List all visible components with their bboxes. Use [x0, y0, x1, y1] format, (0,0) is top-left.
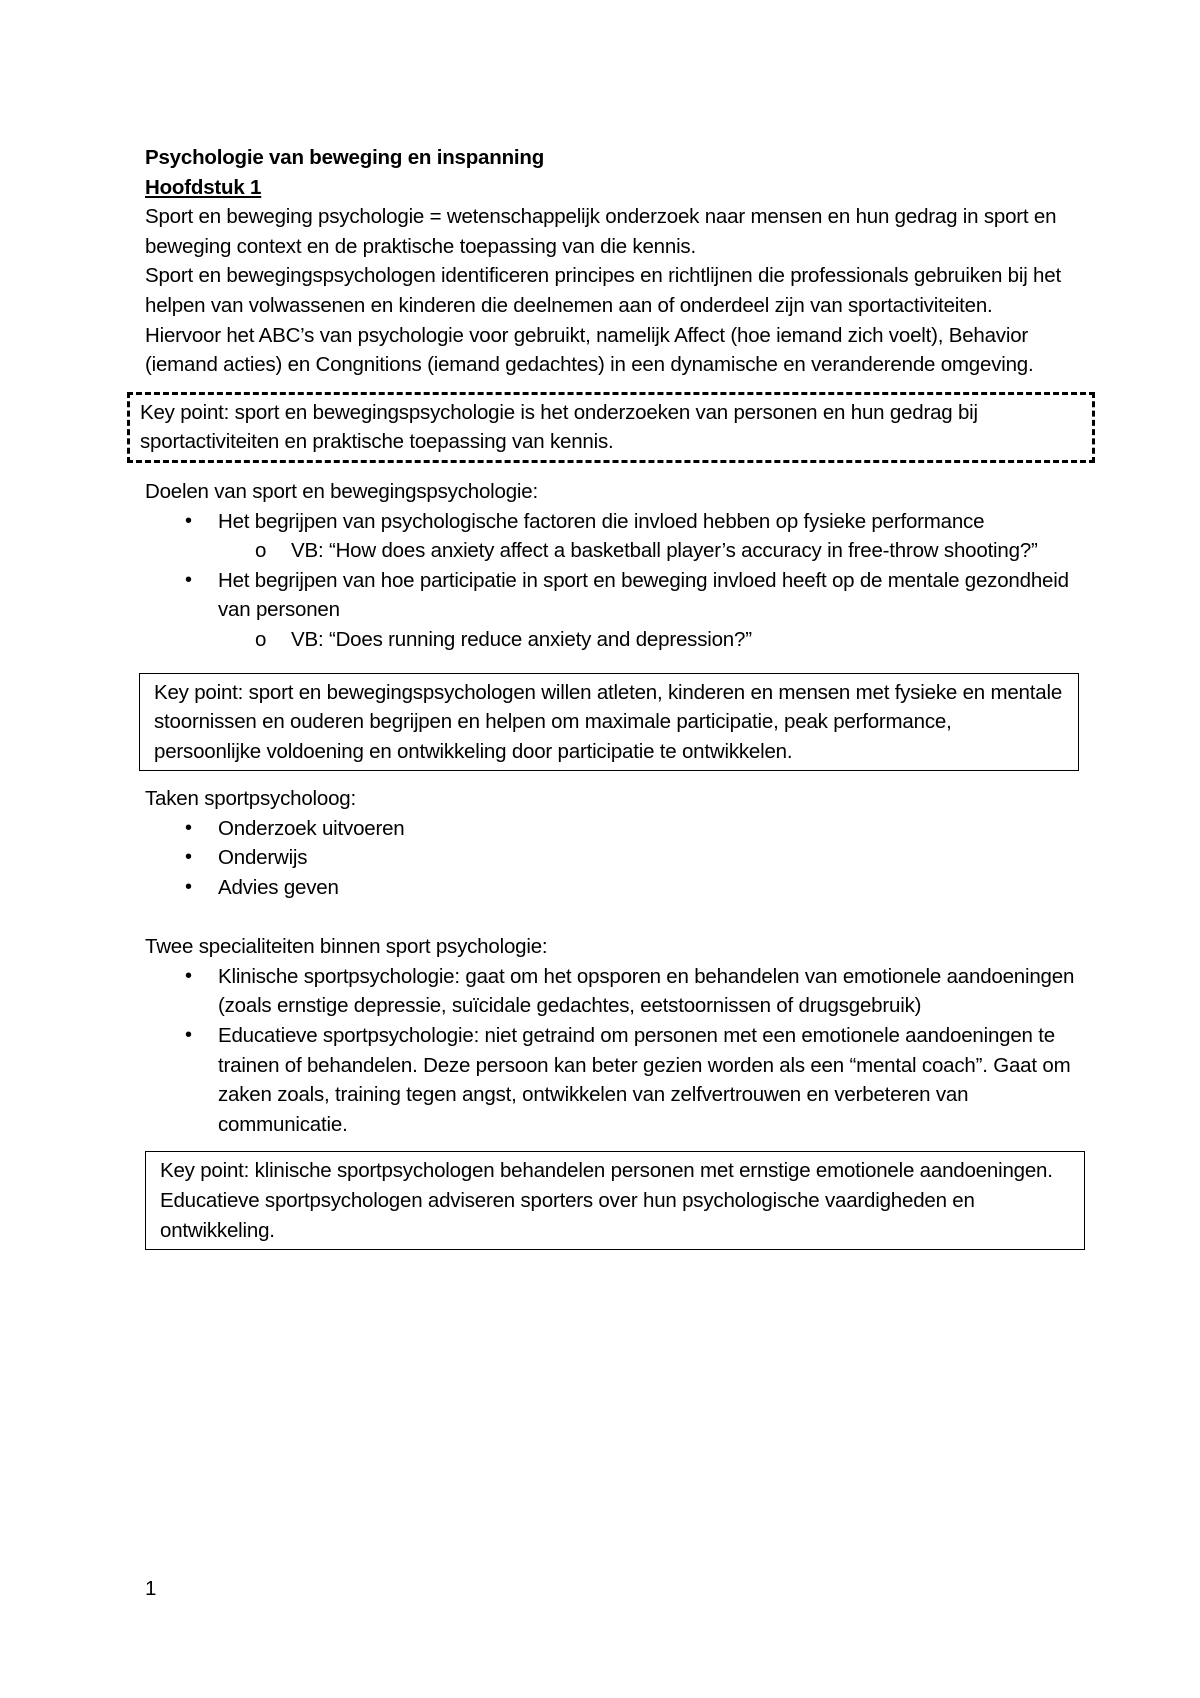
list-item	[255, 536, 1085, 566]
specialty-text-1: Klinische sportpsychologie: gaat om het opsporen en behandelen van emotionele aandoeningen (zoals ernstige depressie, suïcidale gedachtes, eetstoornissen of drugsgebruik)	[218, 964, 1075, 1018]
goal-text-1: Het begrijpen van psychologische factoren die invloed hebben op fysieke performance	[218, 509, 985, 533]
intro-paragraph-1: Sport en beweging psychologie = wetenschappelijk onderzoek naar mensen en hun gedrag in sport en beweging context en de praktische toepassing van die kennis.	[145, 205, 1057, 258]
bullet-icon: •	[185, 846, 192, 869]
bullet-icon: •	[185, 816, 192, 839]
document-page	[140, 143, 1085, 1250]
list-item	[185, 507, 1085, 566]
keypoint-text-2: Key point: sport en bewegingspsychologen willen atleten, kinderen en mensen met fysieke en mentale stoornissen en ouderen begrijpen en helpen om maximale participatie, peak performance, persoonlijke voldoening en ontwikkeling door participatie te ontwikkelen.	[154, 680, 1063, 763]
list-item	[185, 566, 1085, 655]
page-number: 1	[145, 1577, 157, 1600]
list-item	[255, 625, 1085, 655]
specialties-heading: Twee specialiteiten binnen sport psychologie:	[145, 935, 548, 959]
goal-sublist-1	[218, 536, 1085, 566]
specialties-list	[145, 962, 1085, 1140]
keypoint-box-3	[145, 1151, 1085, 1250]
intro-paragraph-3: Hiervoor het ABC’s van psychologie voor gebruikt, namelijk Affect (hoe iemand zich voelt), Behavior (iemand acties) en Congnitions (iemand gedachtes) in een dynamische en veranderende omgeving.	[145, 323, 1034, 377]
task-text-2: Onderwijs	[218, 846, 308, 870]
document-title: Psychologie van beweging en inspanning	[145, 146, 545, 169]
task-text-3: Advies geven	[218, 876, 339, 900]
bullet-icon: •	[185, 568, 192, 591]
list-item	[185, 843, 1085, 873]
task-text-1: Onderzoek uitvoeren	[218, 816, 405, 840]
goals-list	[145, 507, 1085, 655]
tasks-list	[145, 814, 1085, 903]
keypoint-box-2	[139, 673, 1079, 772]
keypoint-box-1	[127, 392, 1095, 463]
bullet-icon: •	[185, 1024, 192, 1047]
tasks-heading: Taken sportpsycholoog:	[145, 787, 356, 811]
goal-sublist-2	[218, 625, 1085, 655]
sub-bullet-icon: o	[255, 539, 267, 563]
bullet-icon: •	[185, 509, 192, 532]
list-item	[185, 962, 1085, 1021]
intro-paragraph-2: Sport en bewegingspsychologen identificeren principes en richtlijnen die professionals gebruiken bij het helpen van volwassenen en kinderen die deelnemen aan of onderdeel zijn van sportactiviteiten.	[145, 264, 1061, 317]
goal-example-2: VB: “Does running reduce anxiety and depression?”	[291, 627, 752, 651]
keypoint-text-3: Key point: klinische sportpsychologen behandelen personen met ernstige emotionele aandoeningen. Educatieve sportpsychologen adviseren sporters over hun psychologische vaardigheden en ontwikkeling.	[160, 1159, 1053, 1242]
bullet-icon: •	[185, 964, 192, 987]
goal-text-2: Het begrijpen van hoe participatie in sport en beweging invloed heeft op de mentale gezondheid van personen	[218, 568, 1069, 622]
sub-bullet-icon: o	[255, 627, 267, 651]
goal-example-1: VB: “How does anxiety affect a basketball player’s accuracy in free-throw shooting?”	[291, 539, 1038, 563]
bullet-icon: •	[185, 876, 192, 899]
specialty-text-2: Educatieve sportpsychologie: niet getraind om personen met een emotionele aandoeningen te trainen of behandelen. Deze persoon kan beter gezien worden als een “mental coach”. Gaat om zaken zoals, training tegen angst, ontwikkelen van zelfvertrouwen en verbeteren van communicatie.	[218, 1024, 1071, 1136]
keypoint-text-1: Key point: sport en bewegingspsychologie is het onderzoeken van personen en hun gedrag bij sportactiviteiten en praktische toepassing van kennis.	[140, 400, 978, 454]
list-item	[185, 814, 1085, 844]
goals-heading: Doelen van sport en bewegingspsychologie:	[145, 479, 538, 503]
list-item	[185, 873, 1085, 903]
list-item	[185, 1021, 1085, 1139]
chapter-heading: Hoofdstuk 1	[145, 175, 262, 199]
